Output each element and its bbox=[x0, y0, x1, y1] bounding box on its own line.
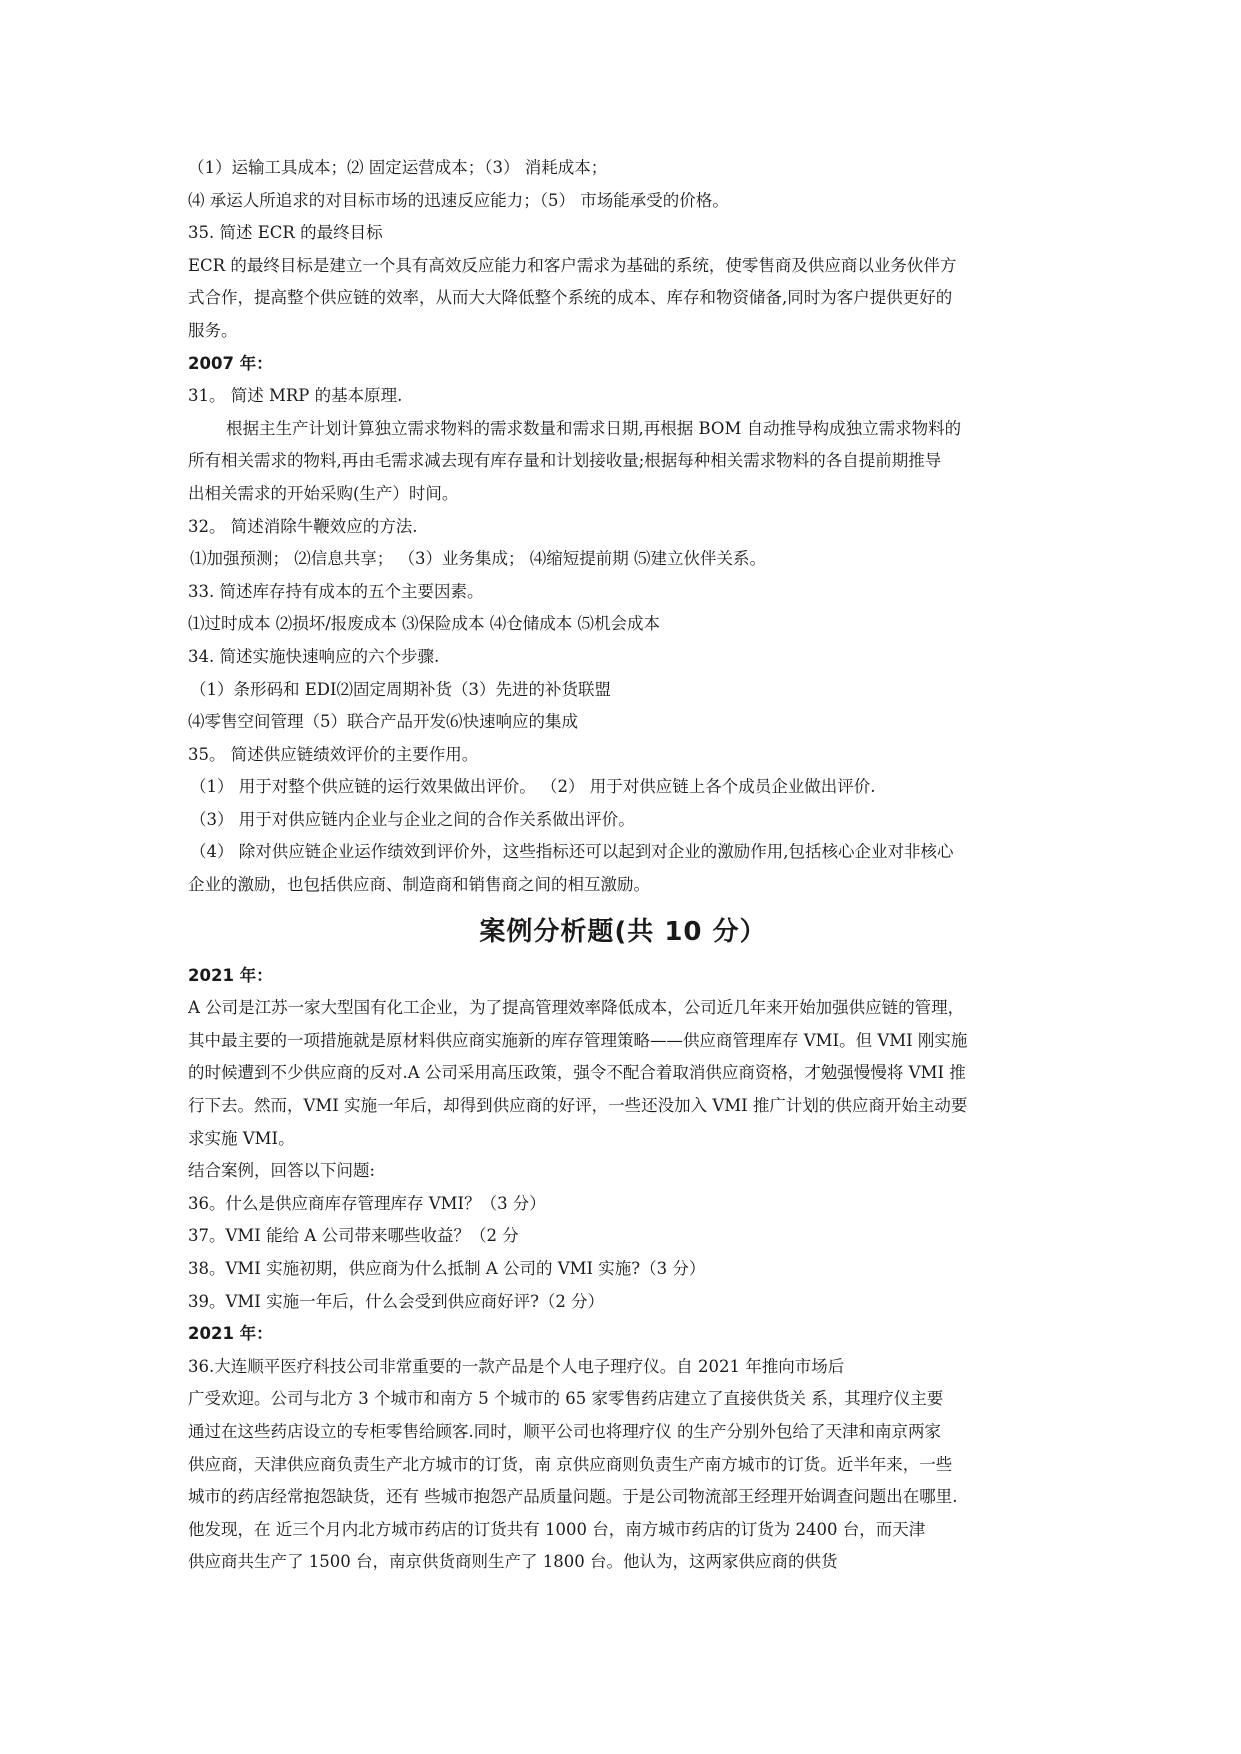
answer-line: 根据主生产计划计算独立需求物料的需求数量和需求日期,再根据 BOM 自动推导构成独立需求物料的 bbox=[226, 418, 962, 438]
question-heading: 33. 简述库存持有成本的五个主要因素。 bbox=[188, 581, 484, 601]
answer-line: 式合作，提高整个供应链的效率，从而大大降低整个系统的成本、库存和物资储备,同时为客户提供更好的 bbox=[188, 288, 953, 308]
answer-line: 所有相关需求的物料,再由毛需求减去现有库存量和计划接收量;根据每种相关需求物料的各自提前期推导 bbox=[188, 451, 942, 471]
answer-line: 企业的激励，也包括供应商、制造商和销售商之间的相互激励。 bbox=[188, 875, 650, 895]
question-heading: 32。 简述消除牛鞭效应的方法. bbox=[188, 516, 418, 536]
answer-line: （4） 除对供应链企业运作绩效到评价外，这些指标还可以起到对企业的激励作用,包括核心企业对非核心 bbox=[190, 842, 954, 862]
answer-line: ⑷零售空间管理（5）联合产品开发⑹快速响应的集成 bbox=[188, 712, 578, 732]
question-heading: 31。 简述 MRP 的基本原理. bbox=[188, 386, 403, 406]
case-text-line: 广受欢迎。公司与北方 3 个城市和南方 5 个城市的 65 家零售药店建立了直接供货关 系，其理疗仪主要 bbox=[188, 1389, 944, 1409]
question-39: 39。VMI 实施一年后，什么会受到供应商好评?（2 分） bbox=[188, 1291, 605, 1311]
case-text-line: 通过在这些药店设立的专柜零售给顾客.同时，顺平公司也将理疗仪 的生产分别外包给了天津和南京两家 bbox=[188, 1421, 941, 1441]
answer-line: ⑴过时成本 ⑵损坏/报废成本 ⑶保险成本 ⑷仓储成本 ⑸机会成本 bbox=[188, 614, 661, 634]
case-text-line: 供应商共生产了 1500 台，南京供货商则生产了 1800 台。他认为，这两家供应商的供货 bbox=[188, 1552, 838, 1572]
case-a-company-vmi bbox=[188, 992, 1058, 1318]
case-text-line: A 公司是江苏一家大型国有化工企业，为了提高管理效率降低成本，公司近几年来开始加强供应链的管理， bbox=[188, 998, 965, 1018]
text-line: （1）运输工具成本；⑵ 固定运营成本；（3） 消耗成本； bbox=[188, 158, 608, 177]
answer-line: （1）条形码和 EDI⑵固定周期补货（3）先进的补货联盟 bbox=[190, 679, 612, 699]
case-text-line: 城市的药店经常抱怨缺货，还有 些城市抱怨产品质量问题。于是公司物流部王经理开始调查问题出在哪里. bbox=[188, 1487, 958, 1507]
year-heading-2021-a: 2021 年： bbox=[188, 965, 273, 985]
section-2007-questions bbox=[188, 380, 1058, 902]
question-37: 37。VMI 能给 A 公司带来哪些收益？（2 分 bbox=[188, 1226, 519, 1246]
case-text-line: 行下去。然而，VMI 实施一年后，却得到供应商的好评，一些还没加入 VMI 推广计划的供应商开始主动要 bbox=[188, 1096, 968, 1116]
answer-line: （3） 用于对供应链内企业与企业之间的合作关系做出评价。 bbox=[190, 809, 635, 829]
case-text-line: 36.大连顺平医疗科技公司非常重要的一款产品是个人电子理疗仪。自 2021 年推向市场后 bbox=[188, 1356, 845, 1376]
case-shunping-medical bbox=[188, 1351, 1058, 1579]
answer-line: （1） 用于对整个供应链的运行效果做出评价。 （2） 用于对供应链上各个成员企业做出评价. bbox=[190, 777, 876, 797]
case-text-line: 供应商，天津供应商负责生产北方城市的订货，南 京供应商则负责生产南方城市的订货。近半年来，一些 bbox=[188, 1454, 953, 1474]
answer-line: ECR 的最终目标是建立一个具有高效反应能力和客户需求为基础的系统，使零售商及供应商以业务伙伴方 bbox=[188, 255, 957, 275]
text-line: ⑷ 承运人所追求的对目标市场的迅速反应能力；（5） 市场能承受的价格。 bbox=[188, 190, 729, 210]
question-38: 38。VMI 实施初期，供应商为什么抵制 A 公司的 VMI 实施?（3 分） bbox=[188, 1259, 706, 1278]
answer-line: 服务。 bbox=[188, 320, 238, 340]
question-35-ecr bbox=[188, 217, 1058, 347]
case-text-line: 其中最主要的一项措施就是原材料供应商实施新的库存管理策略——供应商管理库存 VMI。但 VMI 刚实施 bbox=[188, 1030, 968, 1050]
document-page bbox=[188, 152, 1058, 1579]
paragraph-transport-costs bbox=[188, 152, 1058, 217]
case-text-line: 求实施 VMI。 bbox=[188, 1128, 295, 1148]
case-prompt: 结合案例，回答以下问题: bbox=[188, 1161, 376, 1181]
case-text-line: 的时候遭到不少供应商的反对.A 公司采用高压政策，强令不配合着取消供应商资格，才勉强慢慢将 VMI 推 bbox=[188, 1063, 966, 1083]
question-heading: 35。 简述供应链绩效评价的主要作用。 bbox=[188, 744, 479, 764]
answer-line: 出相关需求的开始采购(生产）时间。 bbox=[188, 483, 459, 503]
answer-line: ⑴加强预测； ⑵信息共享； （3）业务集成； ⑷缩短提前期 ⑸建立伙伴关系。 bbox=[190, 549, 766, 569]
section-title-case-analysis: 案例分析题(共 10 分） bbox=[479, 916, 767, 947]
question-heading: 35. 简述 ECR 的最终目标 bbox=[188, 223, 383, 243]
year-heading-2021-b: 2021 年： bbox=[188, 1324, 273, 1344]
case-text-line: 他发现，在 近三个月内北方城市药店的订货共有 1000 台，南方城市药店的订货为 2400 台，而天津 bbox=[188, 1519, 926, 1539]
year-heading-2007: 2007 年： bbox=[188, 353, 273, 373]
question-36: 36。什么是供应商库存管理库存 VMI？（3 分） bbox=[188, 1193, 546, 1213]
question-heading: 34. 简述实施快速响应的六个步骤. bbox=[188, 646, 440, 666]
